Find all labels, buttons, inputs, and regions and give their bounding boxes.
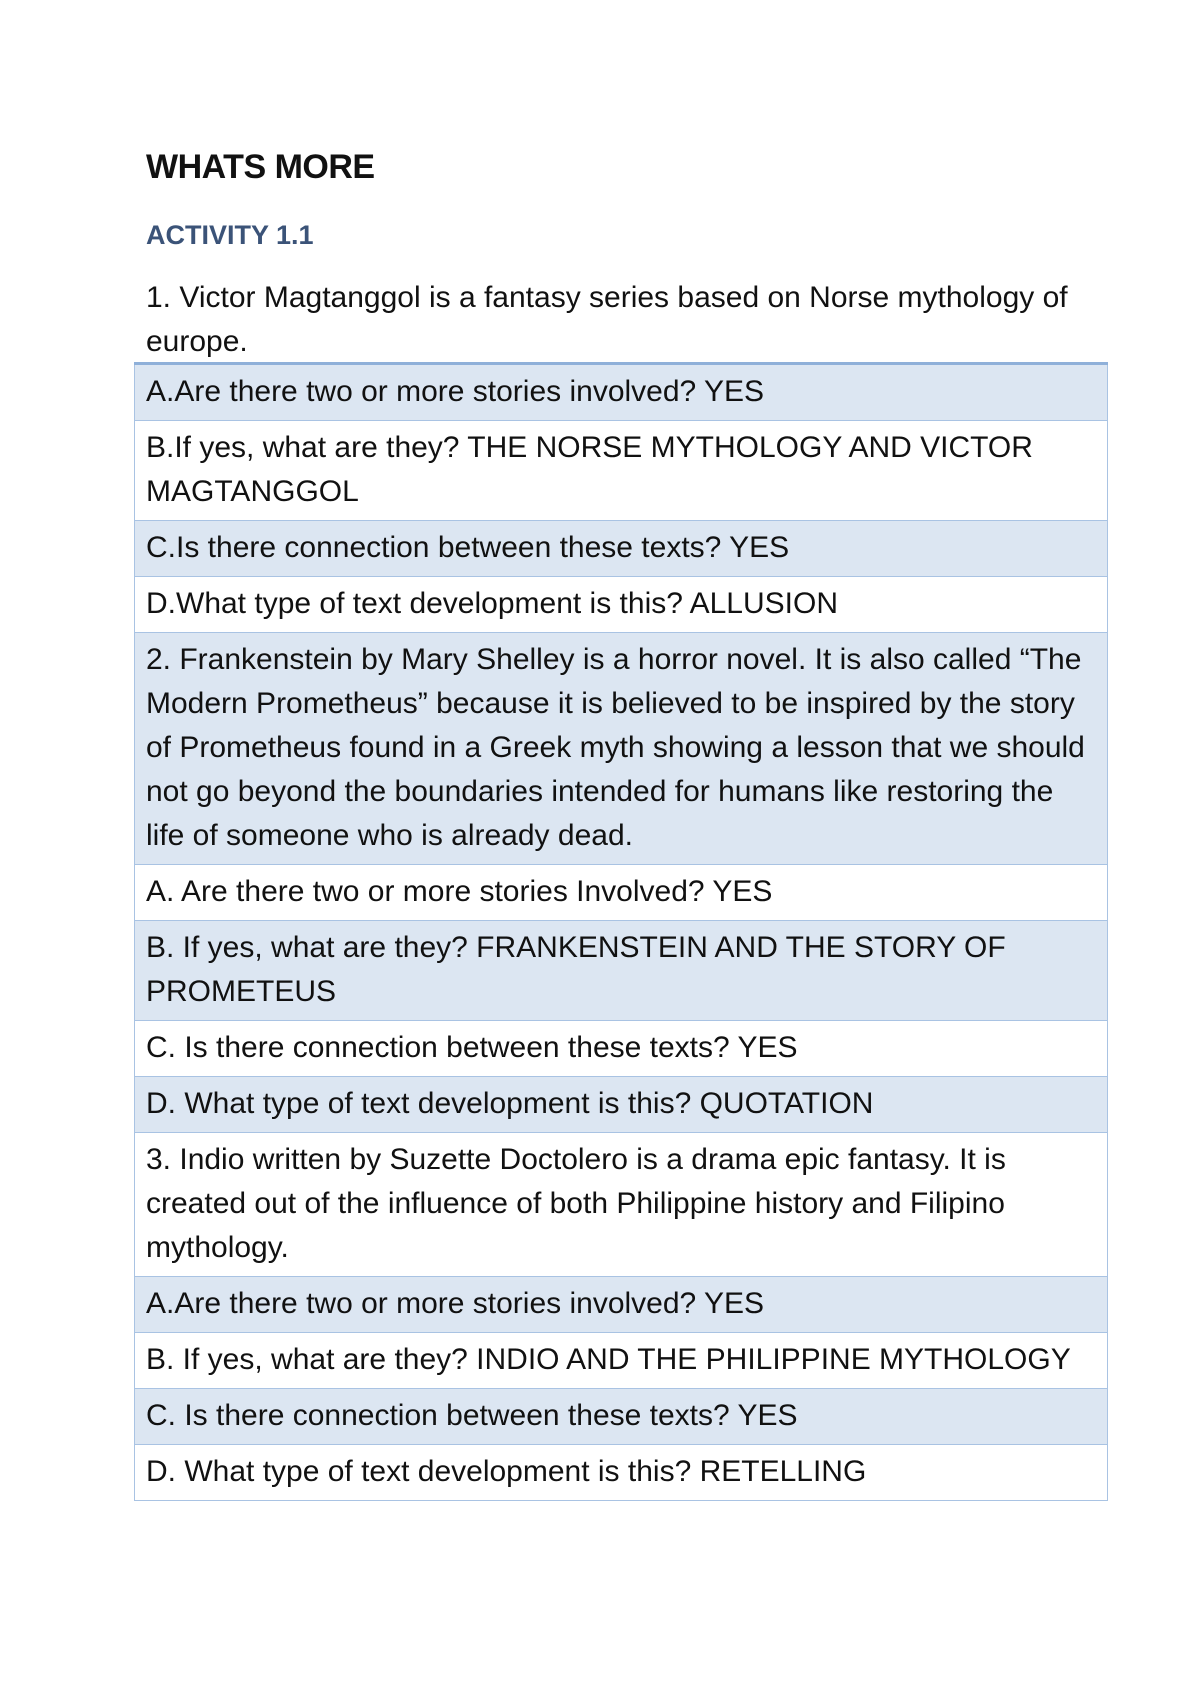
table-row [135,364,1108,421]
activity-label: ACTIVITY 1.1 [146,220,314,250]
row-13-cell: C. Is there connection between these texts? YES [135,1389,1108,1445]
table-row [135,1021,1108,1077]
table-row [135,421,1108,521]
row-12-cell: B. If yes, what are they? INDIO AND THE PHILIPPINE MYTHOLOGY [135,1333,1108,1389]
table-row [135,1077,1108,1133]
table-row [135,921,1108,1021]
page-title: WHATS MORE [146,148,375,186]
table-row [135,1277,1108,1333]
row-8-cell: C. Is there connection between these texts? YES [135,1021,1108,1077]
row-2-cell: B.If yes, what are they? THE NORSE MYTHOLOGY AND VICTOR MAGTANGGOL [135,421,1108,521]
table-row [135,1333,1108,1389]
row-5-cell: 2. Frankenstein by Mary Shelley is a horror novel. It is also called “The Modern Prometheus” because it is believed to be inspired by the story of Prometheus found in a Greek myth showing a lesson that we should not go beyond the boundaries intended for humans like restoring the life of someone who is already dead. [135,633,1108,865]
table-row [135,521,1108,577]
table-row [135,865,1108,921]
row-4-cell: D.What type of text development is this? ALLUSION [135,577,1108,633]
row-6-cell: A. Are there two or more stories Involved? YES [135,865,1108,921]
row-9-cell: D. What type of text development is this? QUOTATION [135,1077,1108,1133]
table-row [135,633,1108,865]
row-7-cell: B. If yes, what are they? FRANKENSTEIN AND THE STORY OF PROMETEUS [135,921,1108,1021]
table-row [135,1133,1108,1277]
row-11-cell: A.Are there two or more stories involved? YES [135,1277,1108,1333]
table-row [135,577,1108,633]
row-1-cell: A.Are there two or more stories involved? YES [135,364,1108,421]
row-14-cell: D. What type of text development is this? RETELLING [135,1445,1108,1501]
table-row [135,1389,1108,1445]
activity-table [134,362,1108,1501]
row-3-cell: C.Is there connection between these texts? YES [135,521,1108,577]
table-row [135,1445,1108,1501]
row-10-cell: 3. Indio written by Suzette Doctolero is a drama epic fantasy. It is created out of the influence of both Philippine history and Filipino mythology. [135,1133,1108,1277]
question-1-intro: 1. Victor Magtanggol is a fantasy series based on Norse mythology of europe. [146,281,1068,358]
